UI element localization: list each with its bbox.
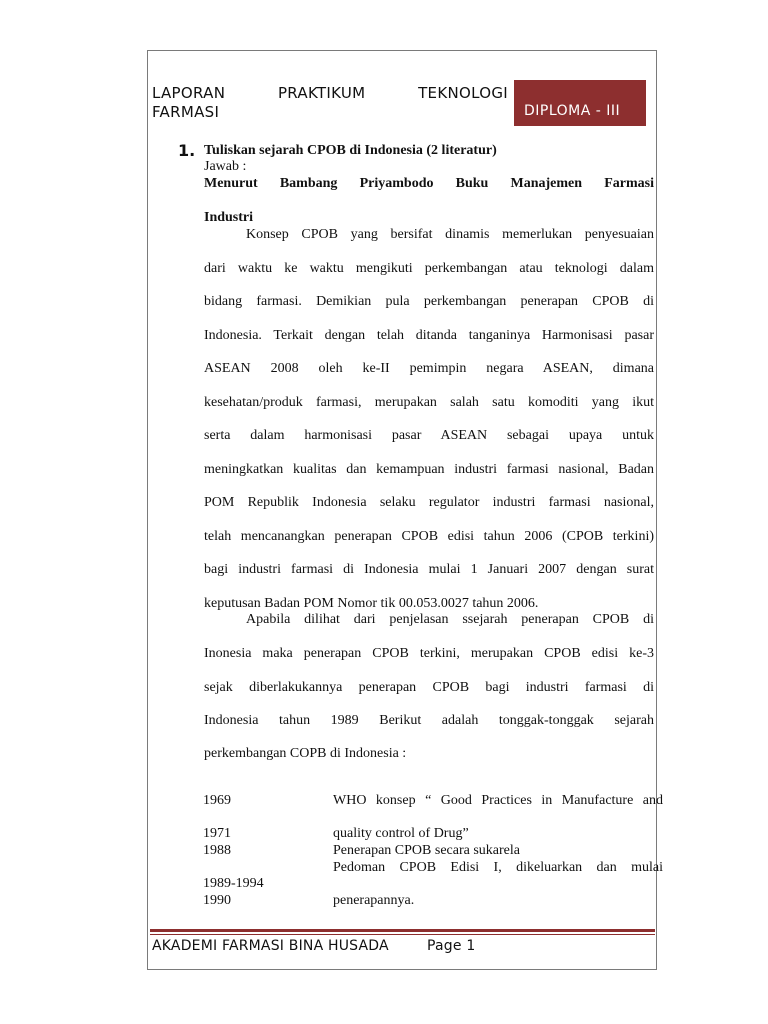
source-heading-line2: Industri bbox=[204, 210, 254, 225]
timeline-year: 1971 bbox=[203, 826, 231, 841]
paragraph1-line: telah mencanangkan penerapan CPOB edisi tahun 2006 (CPOB terkini) bbox=[204, 529, 654, 544]
question-number: 1. bbox=[178, 141, 196, 160]
timeline-description: penerapannya. bbox=[333, 893, 415, 908]
paragraph1-line: meningkatkan kualitas dan kemampuan industri farmasi nasional, Badan bbox=[204, 462, 654, 477]
timeline-year: 1988 bbox=[203, 843, 231, 858]
paragraph1-line: bidang farmasi. Demikian pula perkembangan penerapan CPOB di bbox=[204, 294, 654, 309]
paragraph1-line: Indonesia. Terkait dengan telah ditanda tanganinya Harmonisasi pasar bbox=[204, 328, 654, 343]
paragraph2-last-line: perkembangan COPB di Indonesia : bbox=[204, 746, 407, 761]
header-title-line2: FARMASI bbox=[152, 103, 220, 121]
paragraph2-line: Apabila dilihat dari penjelasan ssejarah penerapan CPOB di bbox=[246, 612, 654, 627]
header-word-praktikum: PRAKTIKUM bbox=[277, 84, 366, 102]
timeline-year: 1990 bbox=[203, 893, 231, 908]
footer-rule-thin bbox=[150, 934, 655, 935]
paragraph1-line: serta dalam harmonisasi pasar ASEAN sebagai upaya untuk bbox=[204, 428, 654, 443]
diploma-badge: DIPLOMA - III bbox=[514, 80, 646, 126]
paragraph1-line: bagi industri farmasi di Indonesia mulai 1 Januari 2007 dengan surat bbox=[204, 562, 654, 577]
paragraph1-line: Konsep CPOB yang bersifat dinamis memerlukan penyesuaian bbox=[246, 227, 654, 242]
timeline-description: quality control of Drug” bbox=[333, 826, 469, 841]
question-title: Tuliskan sejarah CPOB di Indonesia (2 literatur) bbox=[204, 143, 497, 158]
footer-institution: AKADEMI FARMASI BINA HUSADA bbox=[152, 938, 389, 954]
header-word-laporan: LAPORAN bbox=[152, 84, 226, 102]
paragraph1-line: dari waktu ke waktu mengikuti perkembangan atau teknologi dalam bbox=[204, 261, 654, 276]
footer-page-number: Page 1 bbox=[427, 938, 476, 954]
timeline-description: WHO konsep “ Good Practices in Manufacture and bbox=[333, 793, 663, 808]
timeline-year: 1969 bbox=[203, 793, 231, 808]
answer-label: Jawab : bbox=[204, 159, 247, 174]
paragraph1-last-line: keputusan Badan POM Nomor tik 00.053.0027 tahun 2006. bbox=[204, 596, 539, 611]
header-word-teknologi: TEKNOLOGI bbox=[418, 84, 508, 102]
timeline-description: Penerapan CPOB secara sukarela bbox=[333, 843, 520, 858]
paragraph2-line: Indonesia tahun 1989 Berikut adalah tonggak-tonggak sejarah bbox=[204, 713, 654, 728]
timeline-description: Pedoman CPOB Edisi I, dikeluarkan dan mulai bbox=[333, 860, 663, 875]
source-heading-line1: Menurut Bambang Priyambodo Buku Manajemen Farmasi bbox=[204, 176, 654, 191]
timeline-year: 1989-1994 bbox=[203, 876, 264, 891]
paragraph2-line: sejak diberlakukannya penerapan CPOB bagi industri farmasi di bbox=[204, 680, 654, 695]
footer-rule-thick bbox=[150, 929, 655, 932]
header-title-line1 bbox=[152, 84, 508, 102]
paragraph1-line: ASEAN 2008 oleh ke-II pemimpin negara ASEAN, dimana bbox=[204, 361, 654, 376]
paragraph1-line: kesehatan/produk farmasi, merupakan salah satu komoditi yang ikut bbox=[204, 395, 654, 410]
paragraph2-line: Inonesia maka penerapan CPOB terkini, merupakan CPOB edisi ke-3 bbox=[204, 646, 654, 661]
paragraph1-line: POM Republik Indonesia selaku regulator industri farmasi nasional, bbox=[204, 495, 654, 510]
